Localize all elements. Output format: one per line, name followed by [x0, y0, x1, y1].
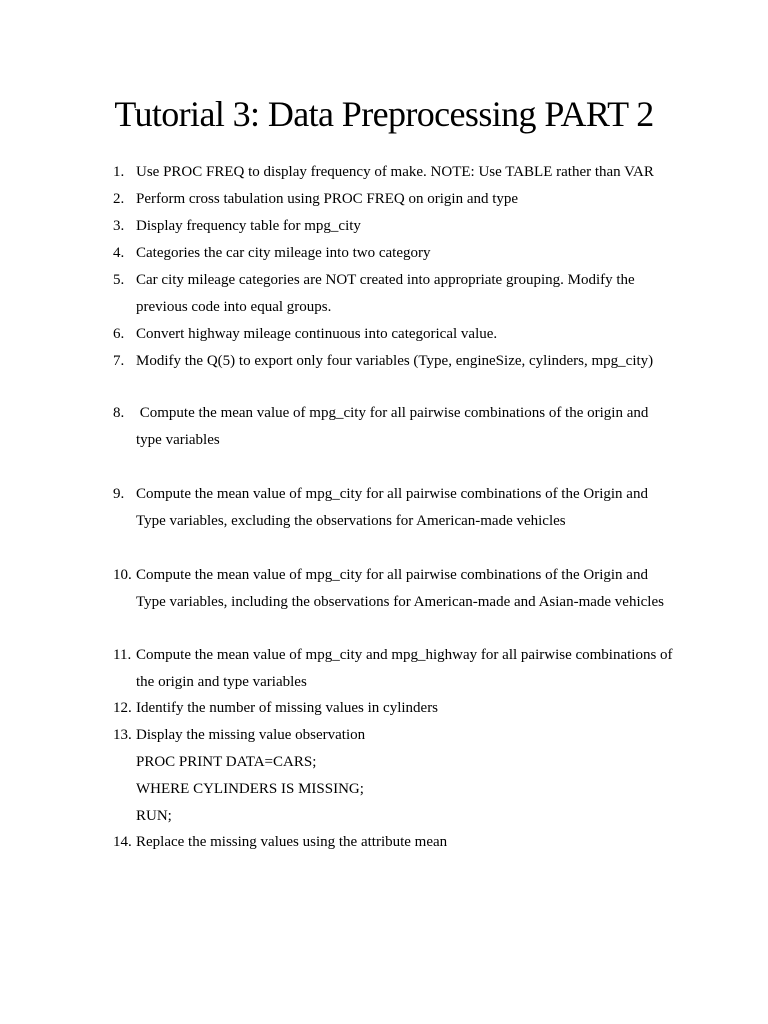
item-text	[136, 481, 684, 535]
item-line: Convert highway mileage continuous into categorical value.	[136, 326, 498, 342]
item-text	[136, 186, 684, 213]
item-line: Type variables, including the observations for American-made and Asian-made vehicles	[136, 594, 664, 610]
item-line: Compute the mean value of mpg_city for all pairwise combinations of the Origin and	[136, 486, 648, 502]
item-number: 14.	[113, 834, 132, 850]
item-text	[136, 695, 684, 722]
item-line: Identify the number of missing values in cylinders	[136, 700, 439, 716]
item-line: Replace the missing values using the attribute mean	[136, 834, 448, 850]
item-number: 12.	[113, 700, 132, 716]
item-number: 3.	[113, 218, 125, 234]
item-number: 10.	[113, 567, 132, 583]
item-number: 9.	[113, 486, 125, 502]
item-number: 13.	[113, 727, 132, 743]
item-line: Modify the Q(5) to export only four variables (Type, engineSize, cylinders, mpg_city)	[136, 353, 654, 369]
code-line: RUN;	[136, 808, 172, 824]
item-line: Categories the car city mileage into two category	[136, 245, 431, 261]
item-text	[136, 159, 684, 186]
item-number: 2.	[113, 191, 125, 207]
item-text	[136, 642, 684, 696]
item-line: Car city mileage categories are NOT created into appropriate grouping. Modify the	[136, 272, 635, 288]
item-line: Perform cross tabulation using PROC FREQ on origin and type	[136, 191, 519, 207]
item-text	[136, 321, 684, 348]
item-line: previous code into equal groups.	[136, 299, 332, 315]
item-text	[136, 240, 684, 267]
item-number: 4.	[113, 245, 125, 261]
item-number: 7.	[113, 353, 125, 369]
item-line: Display the missing value observation	[136, 727, 366, 743]
item-number: 6.	[113, 326, 125, 342]
item-line: the origin and type variables	[136, 674, 307, 690]
item-text	[136, 722, 684, 830]
item-text	[136, 562, 684, 616]
document-title: Tutorial 3: Data Preprocessing PART 2	[114, 94, 654, 134]
item-text	[136, 348, 684, 375]
item-number: 5.	[113, 272, 125, 288]
item-line: type variables	[136, 432, 220, 448]
item-line: Compute the mean value of mpg_city for all pairwise combinations of the Origin and	[136, 567, 648, 583]
item-text	[136, 213, 684, 240]
item-text	[136, 400, 684, 454]
item-line: Compute the mean value of mpg_city and mpg_highway for all pairwise combinations of	[136, 647, 673, 663]
item-text	[136, 829, 684, 856]
item-text	[136, 267, 684, 321]
item-number: 1.	[113, 164, 125, 180]
item-number: 8.	[113, 405, 125, 421]
item-line: Display frequency table for mpg_city	[136, 218, 361, 234]
item-line: Use PROC FREQ to display frequency of make. NOTE: Use TABLE rather than VAR	[136, 164, 654, 180]
item-line: Type variables, excluding the observations for American-made vehicles	[136, 513, 566, 529]
item-number: 11.	[113, 647, 132, 663]
code-line: PROC PRINT DATA=CARS;	[136, 754, 317, 770]
code-line: WHERE CYLINDERS IS MISSING;	[136, 781, 364, 797]
item-line: Compute the mean value of mpg_city for all pairwise combinations of the origin and	[136, 405, 649, 421]
